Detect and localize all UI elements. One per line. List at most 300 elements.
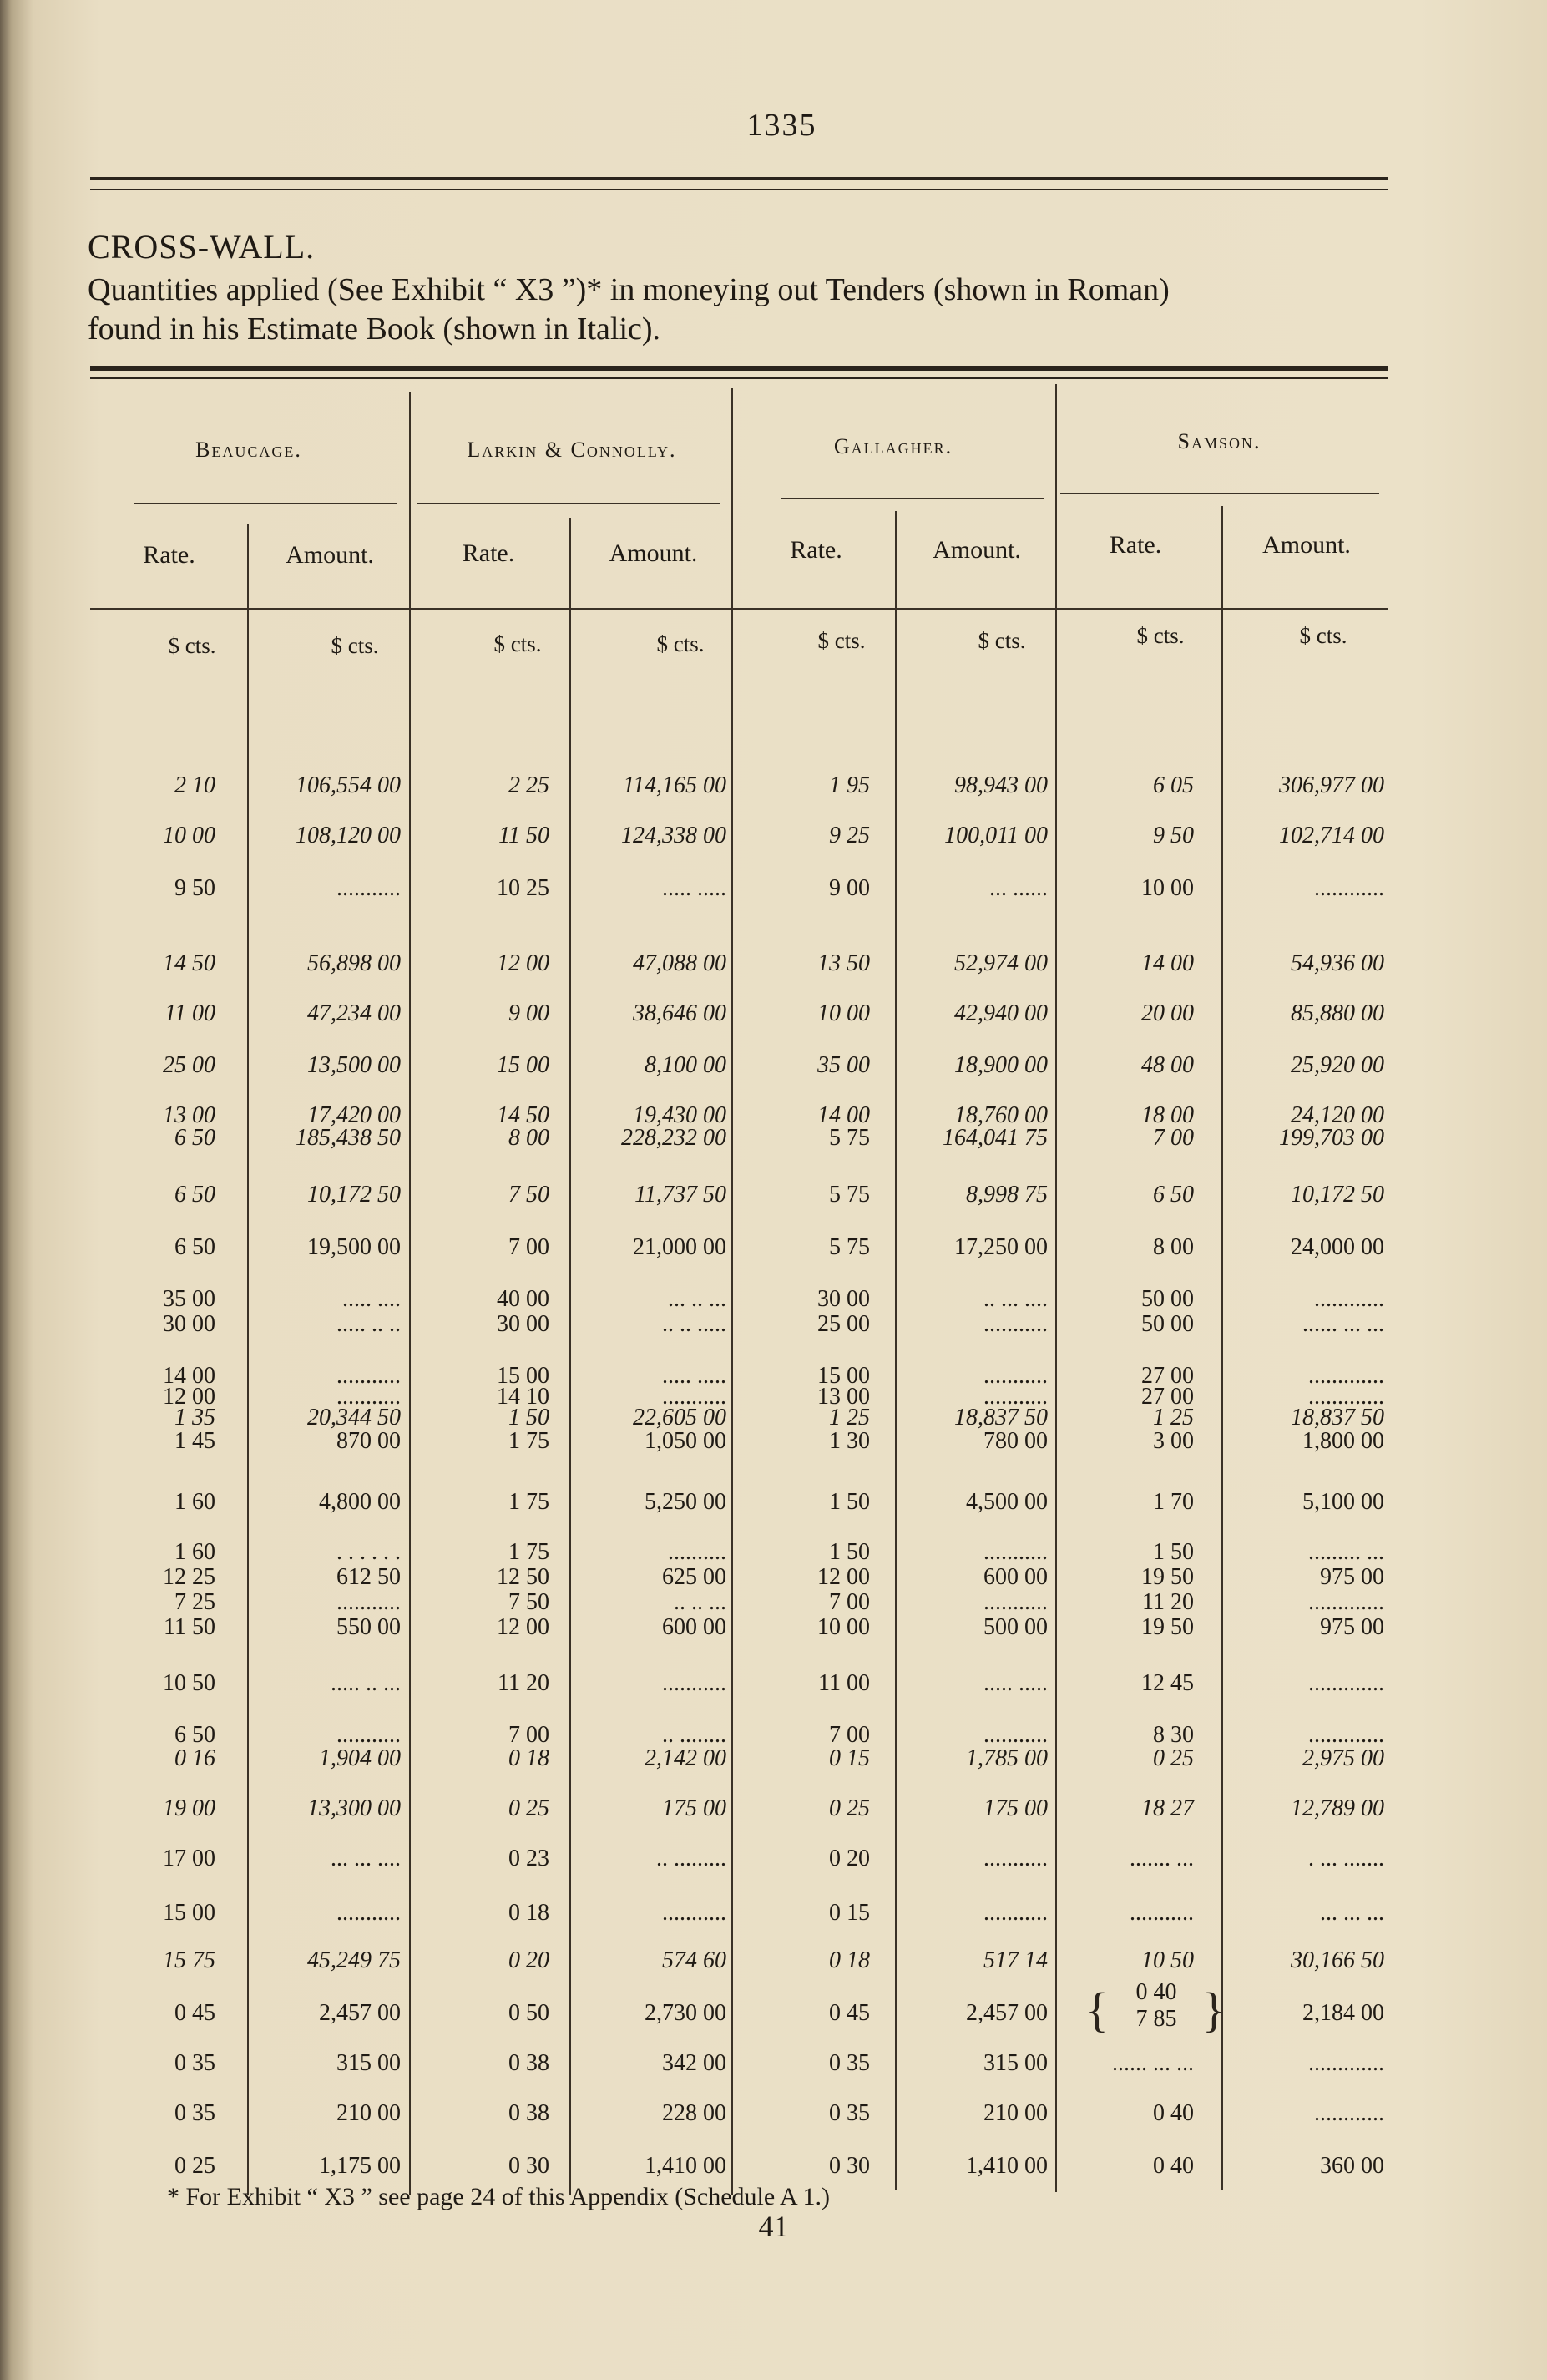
cell-samson-amount: 306,977 00 (1279, 772, 1384, 798)
cell-gallagher-rate: 0 30 (829, 2153, 870, 2179)
cell-larkin-rate: 10 25 (497, 875, 549, 901)
cell-samson-amount: ............. (1308, 1722, 1384, 1748)
cell-larkin-rate: 15 00 (497, 1052, 549, 1078)
cell-gallagher-amount: ........... (983, 1722, 1048, 1748)
cell-beaucage-amount: ..... .. ... (331, 1670, 401, 1696)
column-divider-2 (569, 518, 571, 2195)
cell-larkin-amount: 114,165 00 (623, 772, 726, 798)
cell-gallagher-rate: 13 50 (817, 950, 870, 976)
cell-beaucage-amount: ........... (336, 1722, 401, 1748)
cell-samson-amount: 2,975 00 (1302, 1745, 1384, 1771)
cell-beaucage-amount: 17,420 00 (307, 1102, 401, 1128)
cell-larkin-rate: 7 00 (508, 1234, 549, 1260)
cell-larkin-rate: 9 00 (508, 1000, 549, 1026)
top-rule-2 (90, 189, 1388, 190)
cell-beaucage-amount: ........... (336, 1363, 401, 1389)
cell-samson-amount: . ... ....... (1308, 1846, 1384, 1871)
cell-beaucage-rate: 0 25 (174, 2153, 215, 2179)
cell-larkin-rate: 14 10 (497, 1384, 549, 1410)
cell-larkin-rate: 12 00 (497, 950, 549, 976)
cell-samson-amount: 975 00 (1320, 1614, 1384, 1640)
samson-left-brace: { (1085, 1982, 1109, 2037)
cell-gallagher-rate: 9 00 (829, 875, 870, 901)
cell-gallagher-amount: 8,998 75 (966, 1182, 1048, 1208)
cell-gallagher-amount: 4,500 00 (966, 1489, 1048, 1515)
currency-label-2: $ cts. (331, 633, 379, 658)
cell-beaucage-rate: 6 50 (174, 1722, 215, 1748)
cell-beaucage-amount: 4,800 00 (319, 1489, 401, 1515)
cell-larkin-amount: ..... ..... (662, 875, 726, 901)
cell-samson-rate: 7 00 (1153, 1125, 1194, 1151)
cell-beaucage-amount: 185,438 50 (296, 1125, 401, 1151)
cell-gallagher-amount: 18,760 00 (954, 1102, 1048, 1128)
cell-beaucage-rate: 2 10 (174, 772, 215, 798)
cell-larkin-amount: 574 60 (662, 1947, 726, 1973)
cell-beaucage-amount: 108,120 00 (296, 823, 401, 848)
footnote: * For Exhibit “ X3 ” see page 24 of this Appendix (Schedule A 1.) (167, 2183, 831, 2210)
samson-right-brace: } (1202, 1982, 1226, 2037)
cell-larkin-rate: 7 00 (508, 1722, 549, 1748)
cell-gallagher-rate: 5 75 (829, 1234, 870, 1260)
cell-beaucage-rate: 15 00 (163, 1900, 215, 1926)
cell-beaucage-rate: 1 60 (174, 1539, 215, 1565)
cell-beaucage-amount: 10,172 50 (307, 1182, 401, 1208)
currency-label-1: $ cts. (168, 633, 216, 658)
column-divider-3 (895, 511, 897, 2190)
cell-beaucage-rate: 14 00 (163, 1363, 215, 1389)
description-line-2: found in his Estimate Book (shown in Italic). (88, 311, 661, 347)
cell-beaucage-rate: 0 16 (174, 1745, 215, 1771)
col-header-gallagher-amount: Amount. (933, 536, 1021, 564)
cell-beaucage-rate: 6 50 (174, 1182, 215, 1208)
cell-gallagher-amount: 164,041 75 (943, 1125, 1048, 1151)
group-divider-2 (731, 388, 733, 2195)
cell-larkin-amount: 625 00 (662, 1564, 726, 1590)
cell-gallagher-amount: 42,940 00 (954, 1000, 1048, 1026)
cell-samson-amount: ... ... ... (1320, 1900, 1384, 1926)
cell-samson-rate: 20 00 (1141, 1000, 1194, 1026)
cell-gallagher-amount: ........... (983, 1900, 1048, 1926)
cell-gallagher-rate: 13 00 (817, 1384, 870, 1410)
table-top-rule (90, 366, 1388, 371)
cell-beaucage-amount: 550 00 (336, 1614, 401, 1640)
cell-beaucage-rate: 0 45 (174, 2000, 215, 2026)
cell-larkin-rate: 1 75 (508, 1539, 549, 1565)
cell-larkin-amount: 228,232 00 (621, 1125, 726, 1151)
col-header-larkin-amount: Amount. (609, 539, 698, 567)
cell-samson-rate: 50 00 (1141, 1311, 1194, 1337)
currency-label-4: $ cts. (656, 631, 705, 656)
cell-beaucage-amount: 56,898 00 (307, 950, 401, 976)
cell-samson-rate: 8 00 (1153, 1234, 1194, 1260)
cell-samson-rate: 0 40 (1153, 2153, 1194, 2179)
cell-larkin-rate: 0 50 (508, 2000, 549, 2026)
cell-gallagher-amount: ... ...... (989, 875, 1048, 901)
cell-samson-amount: ............ (1314, 875, 1384, 901)
cell-beaucage-rate: 17 00 (163, 1846, 215, 1871)
cell-gallagher-amount: ........... (983, 1311, 1048, 1337)
cell-larkin-amount: 11,737 50 (634, 1182, 726, 1208)
cell-gallagher-amount: ........... (983, 1363, 1048, 1389)
cell-larkin-rate: 0 18 (508, 1745, 549, 1771)
cell-gallagher-rate: 10 00 (817, 1614, 870, 1640)
signature-mark: 41 (758, 2210, 789, 2243)
cell-gallagher-rate: 7 00 (829, 1722, 870, 1748)
cell-gallagher-amount: 98,943 00 (954, 772, 1048, 798)
cell-larkin-rate: 14 50 (497, 1102, 549, 1128)
cell-larkin-rate: 0 20 (508, 1947, 549, 1973)
currency-label-5: $ cts. (817, 628, 866, 653)
cell-gallagher-rate: 0 18 (829, 1947, 870, 1973)
cell-larkin-amount: ........... (662, 1670, 726, 1696)
cell-larkin-rate: 7 50 (508, 1589, 549, 1615)
cell-samson-amount: 199,703 00 (1279, 1125, 1384, 1151)
cell-samson-rate: 48 00 (1141, 1052, 1194, 1078)
column-divider-4 (1221, 506, 1223, 2190)
cell-samson-rate: 1 25 (1153, 1405, 1194, 1431)
cell-samson-rate: 0 25 (1153, 1745, 1194, 1771)
cell-larkin-amount: 8,100 00 (645, 1052, 726, 1078)
cell-gallagher-amount: 517 14 (983, 1947, 1048, 1973)
cell-gallagher-rate: 10 00 (817, 1000, 870, 1026)
cell-beaucage-amount: ........... (336, 1900, 401, 1926)
top-rule (90, 177, 1388, 180)
cell-beaucage-amount: 45,249 75 (307, 1947, 401, 1973)
cell-samson-rate: 18 27 (1141, 1795, 1194, 1821)
cell-beaucage-rate: 35 00 (163, 1286, 215, 1312)
cell-larkin-rate: 7 50 (508, 1182, 549, 1208)
cell-gallagher-rate: 25 00 (817, 1311, 870, 1337)
cell-gallagher-amount: ........... (983, 1539, 1048, 1565)
cell-larkin-amount: 1,050 00 (645, 1428, 726, 1454)
cell-beaucage-rate: 11 50 (164, 1614, 215, 1640)
samson-bracket-value-2: 7 85 (1135, 2006, 1177, 2032)
column-divider-1 (247, 524, 249, 2195)
cell-larkin-amount: 38,646 00 (633, 1000, 726, 1026)
cell-samson-amount: ............. (1308, 1589, 1384, 1615)
cell-samson-amount: 24,000 00 (1291, 1234, 1384, 1260)
cell-samson-rate: ....... ... (1130, 1846, 1194, 1871)
cell-beaucage-amount: 612 50 (336, 1564, 401, 1590)
cell-beaucage-amount: ..... .. .. (336, 1311, 401, 1337)
cell-beaucage-amount: ..... .... (342, 1286, 401, 1312)
cell-beaucage-amount: ........... (336, 1589, 401, 1615)
group-divider-1 (409, 392, 411, 2195)
cell-gallagher-amount: ..... ..... (983, 1670, 1048, 1696)
cell-gallagher-amount: 175 00 (983, 1795, 1048, 1821)
group-underline-larkin (417, 503, 720, 504)
cell-larkin-amount: 2,730 00 (645, 2000, 726, 2026)
cell-beaucage-rate: 30 00 (163, 1311, 215, 1337)
cell-beaucage-rate: 10 00 (163, 823, 215, 848)
cell-samson-amount: 1,800 00 (1302, 1428, 1384, 1454)
cell-samson-rate: 10 50 (1141, 1947, 1194, 1973)
currency-label-8: $ cts. (1299, 623, 1347, 648)
col-header-samson-rate: Rate. (1109, 531, 1162, 559)
tenderer-header-samson: Samson. (1177, 429, 1261, 453)
cell-larkin-rate: 1 75 (508, 1428, 549, 1454)
tenderer-header-gallagher: Gallagher. (833, 434, 953, 458)
cell-beaucage-rate: 15 75 (163, 1947, 215, 1973)
cell-beaucage-amount: 1,175 00 (319, 2153, 401, 2179)
cell-samson-amount: ............. (1308, 1363, 1384, 1389)
cell-beaucage-amount: 19,500 00 (307, 1234, 401, 1260)
cell-beaucage-amount: ... ... .... (331, 1846, 401, 1871)
cell-larkin-amount: ..... ..... (662, 1363, 726, 1389)
cell-gallagher-rate: 1 50 (829, 1539, 870, 1565)
cell-gallagher-rate: 0 35 (829, 2050, 870, 2076)
cell-samson-amount: ............. (1308, 1384, 1384, 1410)
cell-gallagher-rate: 11 00 (818, 1670, 870, 1696)
group-underline-gallagher (781, 498, 1044, 499)
table-top-rule-thin (90, 377, 1388, 379)
cell-gallagher-rate: 0 15 (829, 1900, 870, 1926)
cell-gallagher-amount: 2,457 00 (966, 2000, 1048, 2026)
cell-gallagher-rate: 30 00 (817, 1286, 870, 1312)
page-number: 1335 (746, 108, 817, 143)
cell-gallagher-rate: 0 25 (829, 1795, 870, 1821)
cell-larkin-rate: 0 38 (508, 2100, 549, 2126)
cell-samson-amount: 360 00 (1320, 2153, 1384, 2179)
cell-gallagher-rate: 0 45 (829, 2000, 870, 2026)
cell-gallagher-amount: 52,974 00 (954, 950, 1048, 976)
cell-samson-rate: 50 00 (1141, 1286, 1194, 1312)
cell-gallagher-rate: 1 50 (829, 1489, 870, 1515)
cell-gallagher-amount: ........... (983, 1846, 1048, 1871)
cell-gallagher-rate: 35 00 (817, 1052, 870, 1078)
cell-beaucage-rate: 12 25 (163, 1564, 215, 1590)
cell-samson-rate: 6 50 (1153, 1182, 1194, 1208)
cell-gallagher-rate: 9 25 (829, 823, 870, 848)
cell-larkin-amount: 175 00 (662, 1795, 726, 1821)
cell-gallagher-amount: 210 00 (983, 2100, 1048, 2126)
cell-gallagher-amount: 1,410 00 (966, 2153, 1048, 2179)
cell-larkin-amount: 21,000 00 (633, 1234, 726, 1260)
cell-gallagher-amount: 100,011 00 (944, 823, 1048, 848)
cell-beaucage-rate: 7 25 (174, 1589, 215, 1615)
cell-larkin-rate: 8 00 (508, 1125, 549, 1151)
cell-larkin-amount: ........... (662, 1900, 726, 1926)
cell-larkin-rate: 0 18 (508, 1900, 549, 1926)
cell-samson-rate: 10 00 (1141, 875, 1194, 901)
cell-gallagher-rate: 5 75 (829, 1125, 870, 1151)
cell-larkin-rate: 2 25 (508, 772, 549, 798)
col-header-gallagher-rate: Rate. (790, 536, 842, 564)
cell-larkin-rate: 0 23 (508, 1846, 549, 1871)
cell-samson-rate: 19 50 (1141, 1614, 1194, 1640)
cell-larkin-amount: 600 00 (662, 1614, 726, 1640)
currency-label-7: $ cts. (1136, 623, 1185, 648)
cell-gallagher-rate: 12 00 (817, 1564, 870, 1590)
cell-gallagher-amount: ........... (983, 1384, 1048, 1410)
cell-samson-amount: ............ (1314, 1286, 1384, 1312)
cell-samson-rate: 11 20 (1142, 1589, 1194, 1615)
cell-samson-rate: 8 30 (1153, 1722, 1194, 1748)
cell-samson-amount: 54,936 00 (1291, 950, 1384, 976)
col-header-samson-amount: Amount. (1262, 531, 1351, 559)
cell-beaucage-rate: 6 50 (174, 1234, 215, 1260)
cell-beaucage-amount: 13,500 00 (307, 1052, 401, 1078)
cell-samson-amount: 2,184 00 (1302, 2000, 1384, 2026)
cell-gallagher-amount: 780 00 (983, 1428, 1048, 1454)
currency-label-3: $ cts. (493, 631, 542, 656)
cell-larkin-rate: 30 00 (497, 1311, 549, 1337)
cell-larkin-amount: .. .. ... (674, 1589, 726, 1615)
cell-larkin-rate: 15 00 (497, 1363, 549, 1389)
cell-samson-amount: 30,166 50 (1291, 1947, 1384, 1973)
cell-beaucage-rate: 10 50 (163, 1670, 215, 1696)
group-underline-beaucage (134, 503, 397, 504)
col-header-beaucage-rate: Rate. (143, 541, 195, 569)
description-line-1: Quantities applied (See Exhibit “ X3 ”)* in moneying out Tenders (shown in Roman) (88, 272, 1170, 307)
cell-beaucage-rate: 1 35 (174, 1405, 215, 1431)
cell-larkin-rate: 12 00 (497, 1614, 549, 1640)
cell-samson-rate: 6 05 (1153, 772, 1194, 798)
cell-gallagher-amount: 18,837 50 (954, 1405, 1048, 1431)
cell-larkin-amount: 342 00 (662, 2050, 726, 2076)
cell-samson-rate: ........... (1130, 1900, 1194, 1926)
cell-larkin-rate: 11 50 (498, 823, 549, 848)
cell-beaucage-amount: 13,300 00 (307, 1795, 401, 1821)
cell-samson-rate: 14 00 (1141, 950, 1194, 976)
cell-samson-rate: 18 00 (1141, 1102, 1194, 1128)
cell-gallagher-amount: ........... (983, 1589, 1048, 1615)
subheader-underline (90, 608, 1388, 610)
cell-gallagher-rate: 5 75 (829, 1182, 870, 1208)
cell-gallagher-rate: 1 95 (829, 772, 870, 798)
cell-larkin-amount: ... .. ... (668, 1286, 726, 1312)
col-header-larkin-rate: Rate. (462, 539, 515, 567)
cell-beaucage-rate: 0 35 (174, 2100, 215, 2126)
cell-gallagher-rate: 0 15 (829, 1745, 870, 1771)
cell-samson-amount: ............ (1314, 2100, 1384, 2126)
cell-beaucage-rate: 6 50 (174, 1125, 215, 1151)
cell-larkin-amount: 2,142 00 (645, 1745, 726, 1771)
cell-samson-rate: 19 50 (1141, 1564, 1194, 1590)
cell-larkin-amount: 1,410 00 (645, 2153, 726, 2179)
cell-gallagher-rate: 7 00 (829, 1589, 870, 1615)
cell-beaucage-amount: 315 00 (336, 2050, 401, 2076)
cell-samson-rate: 0 40 (1153, 2100, 1194, 2126)
cell-beaucage-rate: 11 00 (164, 1000, 215, 1026)
cell-gallagher-amount: 315 00 (983, 2050, 1048, 2076)
cell-beaucage-rate: 0 35 (174, 2050, 215, 2076)
cell-beaucage-rate: 12 00 (163, 1384, 215, 1410)
cell-larkin-amount: 228 00 (662, 2100, 726, 2126)
cell-larkin-amount: 19,430 00 (633, 1102, 726, 1128)
cell-beaucage-rate: 1 45 (174, 1428, 215, 1454)
cell-larkin-amount: 124,338 00 (621, 823, 726, 848)
currency-label-6: $ cts. (978, 628, 1026, 653)
cell-samson-amount: ......... ... (1308, 1539, 1384, 1565)
cell-beaucage-amount: 870 00 (336, 1428, 401, 1454)
cell-beaucage-amount: 1,904 00 (319, 1745, 401, 1771)
cell-larkin-amount: ........... (662, 1384, 726, 1410)
cell-samson-rate: 27 00 (1141, 1384, 1194, 1410)
cell-beaucage-rate: 1 60 (174, 1489, 215, 1515)
cell-gallagher-amount: 1,785 00 (966, 1745, 1048, 1771)
cell-beaucage-amount: 2,457 00 (319, 2000, 401, 2026)
cell-samson-rate: 1 50 (1153, 1539, 1194, 1565)
cell-gallagher-rate: 1 30 (829, 1428, 870, 1454)
cell-gallagher-rate: 15 00 (817, 1363, 870, 1389)
cell-gallagher-rate: 14 00 (817, 1102, 870, 1128)
cell-samson-amount: ...... ... ... (1302, 1311, 1384, 1337)
cell-larkin-rate: 0 30 (508, 2153, 549, 2179)
tenderer-header-beaucage: Beaucage. (195, 438, 302, 462)
cell-beaucage-amount: 20,344 50 (307, 1405, 401, 1431)
cell-samson-amount: ............. (1308, 2050, 1384, 2076)
group-underline-samson (1060, 493, 1379, 494)
cell-beaucage-amount: 47,234 00 (307, 1000, 401, 1026)
cell-samson-rate: 1 70 (1153, 1489, 1194, 1515)
cell-beaucage-rate: 14 50 (163, 950, 215, 976)
cell-beaucage-rate: 19 00 (163, 1795, 215, 1821)
section-title: CROSS-WALL. (88, 228, 316, 266)
cell-beaucage-rate: 13 00 (163, 1102, 215, 1128)
cell-larkin-rate: 11 20 (498, 1670, 549, 1696)
cell-gallagher-rate: 0 35 (829, 2100, 870, 2126)
cell-gallagher-amount: 18,900 00 (954, 1052, 1048, 1078)
cell-samson-rate: 3 00 (1153, 1428, 1194, 1454)
cell-gallagher-rate: 0 20 (829, 1846, 870, 1871)
cell-beaucage-amount: 106,554 00 (296, 772, 401, 798)
cell-gallagher-amount: 17,250 00 (954, 1234, 1048, 1260)
group-divider-3 (1055, 384, 1057, 2192)
cell-gallagher-amount: 500 00 (983, 1614, 1048, 1640)
cell-gallagher-rate: 1 25 (829, 1405, 870, 1431)
cell-larkin-amount: .......... (668, 1539, 726, 1565)
cell-samson-rate: 12 45 (1141, 1670, 1194, 1696)
cell-larkin-amount: .. ......... (656, 1846, 726, 1871)
cell-samson-amount: 25,920 00 (1291, 1052, 1384, 1078)
cell-larkin-amount: .. ........ (662, 1722, 726, 1748)
cell-samson-amount: 10,172 50 (1291, 1182, 1384, 1208)
cell-beaucage-rate: 9 50 (174, 875, 215, 901)
cell-beaucage-amount: 210 00 (336, 2100, 401, 2126)
cell-larkin-amount: 5,250 00 (645, 1489, 726, 1515)
cell-samson-rate: ...... ... ... (1112, 2050, 1194, 2076)
cell-larkin-amount: 47,088 00 (633, 950, 726, 976)
cell-larkin-amount: 22,605 00 (633, 1405, 726, 1431)
cell-larkin-rate: 0 38 (508, 2050, 549, 2076)
cell-samson-amount: 5,100 00 (1302, 1489, 1384, 1515)
col-header-beaucage-amount: Amount. (286, 541, 374, 569)
cell-beaucage-rate: 25 00 (163, 1052, 215, 1078)
cell-larkin-rate: 1 50 (508, 1405, 549, 1431)
cell-beaucage-amount: ........... (336, 1384, 401, 1410)
samson-bracket-value-1: 0 40 (1135, 1979, 1177, 2005)
cell-samson-amount: ............. (1308, 1670, 1384, 1696)
tenderer-header-larkin-connolly: Larkin & Connolly. (467, 438, 677, 462)
cell-samson-rate: 27 00 (1141, 1363, 1194, 1389)
cell-samson-amount: 85,880 00 (1291, 1000, 1384, 1026)
cell-samson-amount: 18,837 50 (1291, 1405, 1384, 1431)
cell-larkin-rate: 1 75 (508, 1489, 549, 1515)
cell-larkin-rate: 0 25 (508, 1795, 549, 1821)
cell-samson-amount: 12,789 00 (1291, 1795, 1384, 1821)
cell-samson-amount: 102,714 00 (1279, 823, 1384, 848)
cell-beaucage-amount: . . . . . . (336, 1539, 401, 1565)
cell-beaucage-amount: ........... (336, 875, 401, 901)
cell-larkin-rate: 12 50 (497, 1564, 549, 1590)
cell-samson-amount: 24,120 00 (1291, 1102, 1384, 1128)
cell-larkin-amount: .. .. ..... (662, 1311, 726, 1337)
cell-samson-amount: 975 00 (1320, 1564, 1384, 1590)
cell-larkin-rate: 40 00 (497, 1286, 549, 1312)
cell-gallagher-amount: .. ... .... (983, 1286, 1048, 1312)
cell-samson-rate: 9 50 (1153, 823, 1194, 848)
